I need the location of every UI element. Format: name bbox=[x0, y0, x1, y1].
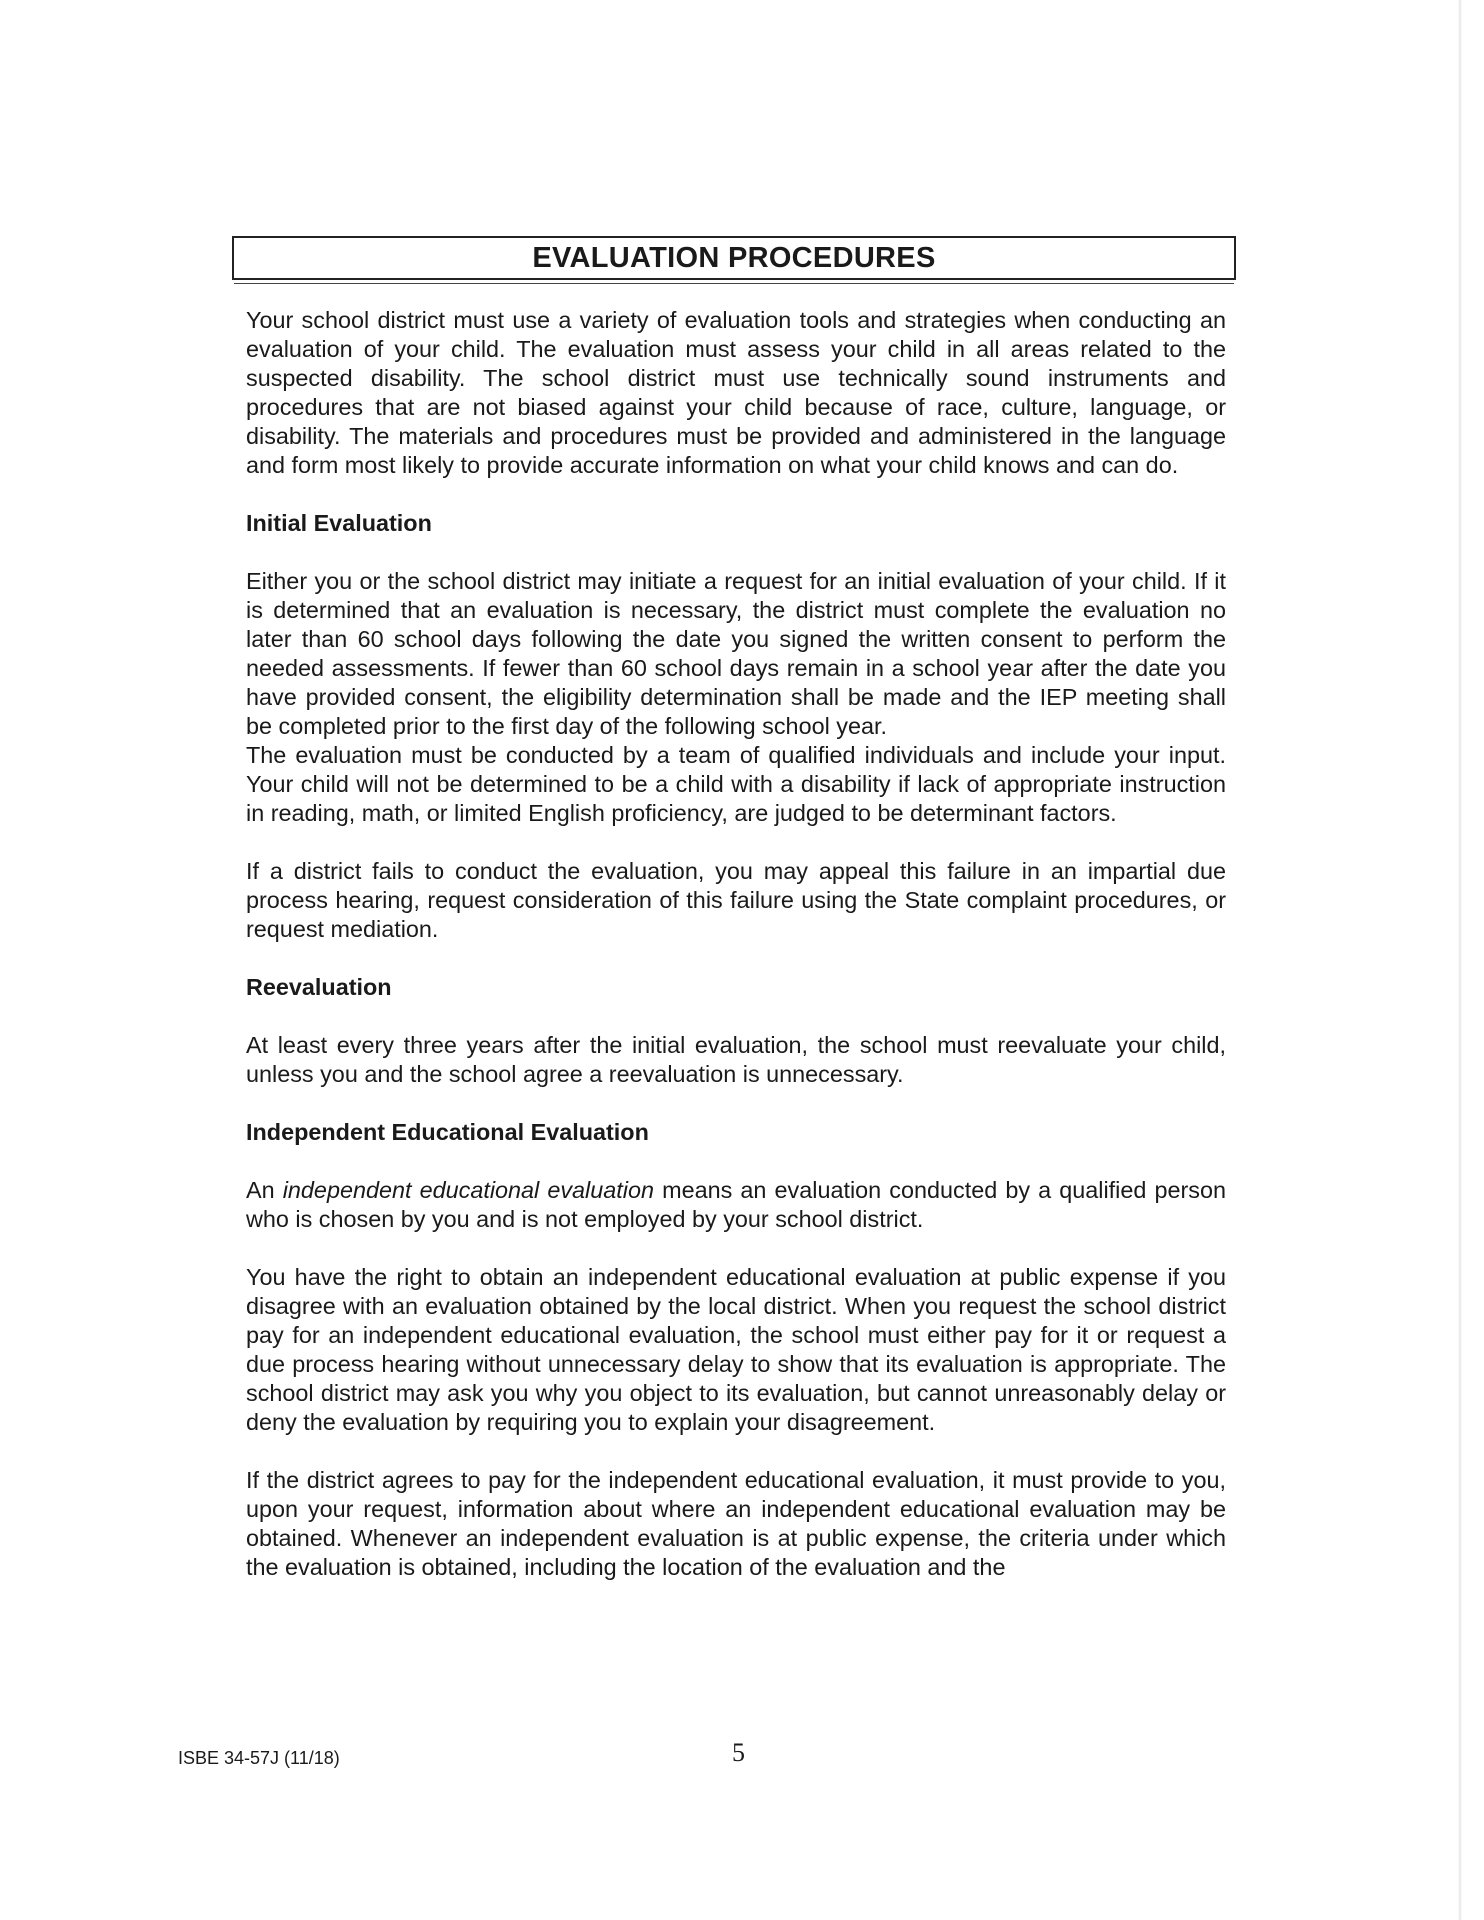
iee-heading: Independent Educational Evaluation bbox=[246, 1119, 649, 1145]
intro-paragraph: Your school district must use a variety of evaluation tools and strategies when conducting an evaluation of your child. The evaluation must assess your child in all areas related to the suspected disability. The school district must use technically sound instruments and procedures that are not biased against your child because of race, culture, language, or disability. The materials and procedures must be provided and administered in the language and form most likely to provide accurate information on what your child knows and can do. bbox=[246, 307, 1226, 478]
iee-paragraph-1 bbox=[246, 1176, 1226, 1234]
title-box bbox=[232, 236, 1236, 280]
reevaluation-paragraph: At least every three years after the initial evaluation, the school must reevaluate your child, unless you and the school agree a reevaluation is unnecessary. bbox=[246, 1032, 1226, 1087]
page-number: 5 bbox=[732, 1738, 745, 1767]
iee-p1-suffix: means an evaluation conducted by a qualified person who is chosen by you and is not employed by your school district. bbox=[246, 1177, 1227, 1232]
title-underline bbox=[234, 283, 1234, 284]
initial-evaluation-paragraph-3: If a district fails to conduct the evaluation, you may appeal this failure in an impartial due process hearing, request consideration of this failure using the State complaint procedures, or request mediation. bbox=[246, 858, 1226, 942]
initial-evaluation-paragraph-2: The evaluation must be conducted by a team of qualified individuals and include your input. Your child will not be determined to be a child with a disability if lack of appropriate instruction in reading, math, or limited English proficiency, are judged to be determinant factors. bbox=[246, 742, 1226, 826]
form-code: ISBE 34-57J (11/18) bbox=[178, 1748, 340, 1768]
initial-evaluation-heading: Initial Evaluation bbox=[246, 510, 432, 536]
page-title: EVALUATION PROCEDURES bbox=[532, 242, 936, 274]
document-body bbox=[246, 306, 1226, 1582]
iee-paragraph-3: If the district agrees to pay for the independent educational evaluation, it must provide to you, upon your request, information about where an independent educational evaluation may be obtained. Whenever an independent evaluation is at public expense, the criteria under which the evaluation is obtained, including the location of the evaluation and the bbox=[246, 1467, 1226, 1580]
iee-term: independent educational evaluation bbox=[282, 1177, 654, 1203]
iee-p1-prefix: An bbox=[246, 1177, 283, 1203]
iee-paragraph-2: You have the right to obtain an independent educational evaluation at public expense if you disagree with an evaluation obtained by the local district. When you request the school district pay for an independent educational evaluation, the school must either pay for it or request a due process hearing without unnecessary delay to show that its evaluation is appropriate. The school district may ask you why you object to its evaluation, but cannot unreasonably delay or deny the evaluation by requiring you to explain your disagreement. bbox=[246, 1264, 1226, 1435]
reevaluation-heading: Reevaluation bbox=[246, 974, 392, 1000]
initial-evaluation-paragraph-1: Either you or the school district may initiate a request for an initial evaluation of your child. If it is determined that an evaluation is necessary, the district must complete the evaluation no later than 60 school days following the date you signed the written consent to perform the needed assessments. If fewer than 60 school days remain in a school year after the date you have provided consent, the eligibility determination shall be made and the IEP meeting shall be completed prior to the first day of the following school year. bbox=[246, 568, 1226, 739]
scan-edge-shadow bbox=[1458, 0, 1462, 1920]
